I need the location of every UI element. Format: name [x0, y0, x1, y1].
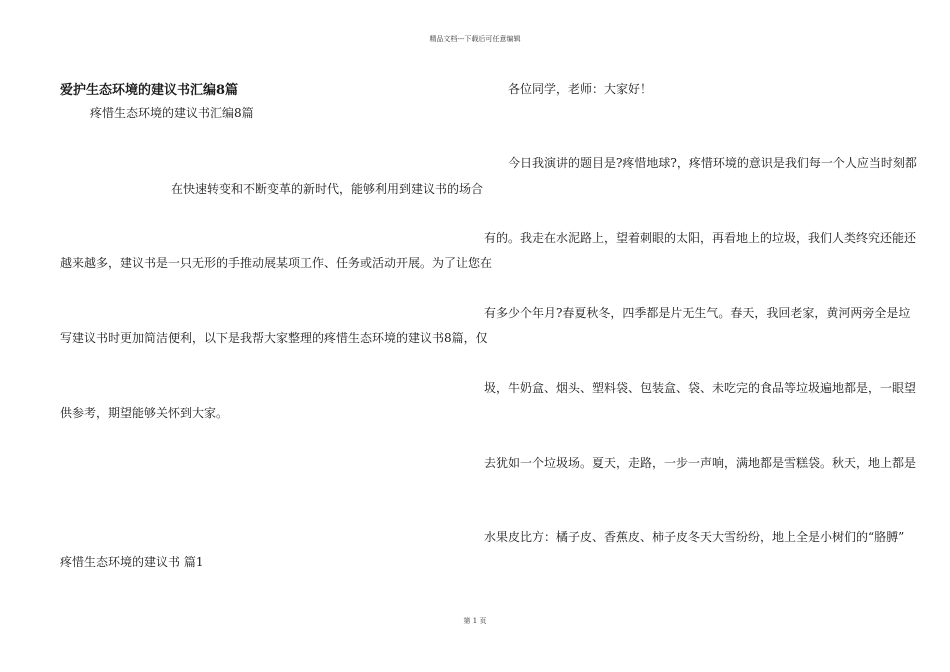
body-line: 水果皮比方：橘子皮、香蕉皮、柿子皮冬天大雪纷纷，地上全是小树们的“胳膊” — [484, 530, 905, 544]
greeting-line: 各位同学，老师：大家好！ — [508, 82, 653, 96]
body-line: 有的。我走在水泥路上，望着刺眼的太阳，再看地上的垃圾，我们人类终究还能还 — [484, 231, 917, 245]
body-line: 写建议书时更加简洁便利，以下是我帮大家整理的疼惜生态环境的建议书8篇，仅 — [60, 331, 488, 345]
page-header: 精品文档---下载后可任意编辑 — [429, 35, 521, 43]
body-line: 有多少个年月?春夏秋冬，四季都是片无生气。春天，我回老家，黄河两旁全是垃 — [484, 306, 911, 320]
body-line: 圾，牛奶盒、烟头、塑料袋、包装盒、袋、未吃完的食品等垃圾遍地都是，一眼望 — [484, 381, 917, 395]
document-title: 爱护生态环境的建议书汇编8篇 — [60, 83, 239, 98]
document-subtitle: 疼惜生态环境的建议书汇编8篇 — [90, 106, 254, 120]
page-number: 第 1 页 — [463, 617, 487, 625]
body-line: 越来越多，建议书是一只无形的手推动展某项工作、任务或活动开展。为了让您在 — [60, 256, 493, 270]
body-line: 去犹如一个垃圾场。夏天，走路，一步一声响，满地都是雪糕袋。秋天，地上都是 — [484, 456, 917, 470]
section-heading: 疼惜生态环境的建议书 篇1 — [60, 555, 204, 569]
body-line: 供参考，期望能够关怀到大家。 — [60, 406, 229, 420]
body-line: 在快速转变和不断变革的新时代，能够利用到建议书的场合 — [171, 182, 484, 196]
body-line: 今日我演讲的题目是?疼惜地球?，疼惜环境的意识是我们每一个人应当时刻都 — [508, 156, 917, 170]
